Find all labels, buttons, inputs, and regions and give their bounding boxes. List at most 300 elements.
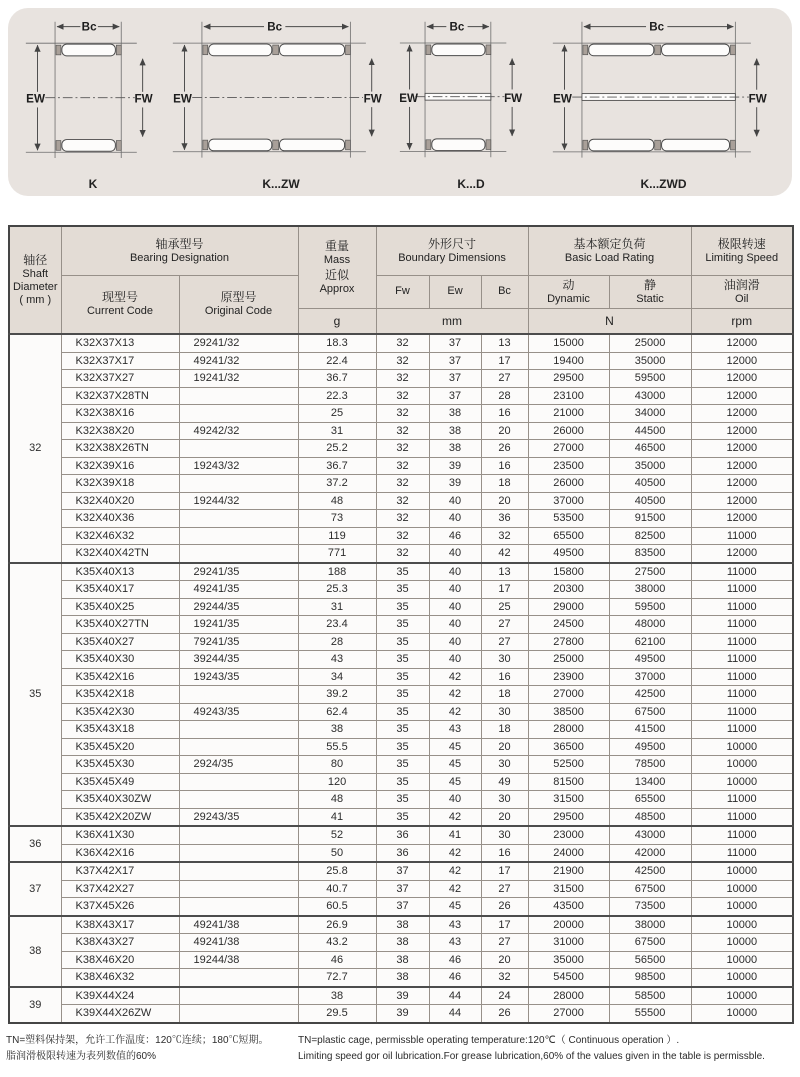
static-load-cell: 40500: [609, 475, 691, 493]
bc-cell: 17: [481, 581, 528, 599]
original-code-cell: 49243/35: [179, 703, 298, 721]
static-load-cell: 46500: [609, 440, 691, 458]
dynamic-load-cell: 26000: [528, 422, 609, 440]
dynamic-load-cell: 20000: [528, 916, 609, 934]
table-row: [9, 545, 793, 563]
oil-speed-cell: 11000: [691, 721, 793, 739]
mass-cell: 48: [298, 791, 376, 809]
fw-cell: 32: [376, 545, 429, 563]
bc-cell: 27: [481, 880, 528, 898]
static-load-cell: 83500: [609, 545, 691, 563]
table-row: [9, 334, 793, 352]
ew-cell: 41: [429, 826, 481, 844]
current-code-cell: K32X40X36: [61, 510, 179, 528]
current-code-cell: K32X37X28TN: [61, 387, 179, 405]
dynamic-load-cell: 21000: [528, 405, 609, 423]
fw-cell: 38: [376, 916, 429, 934]
original-code-cell: 79241/35: [179, 633, 298, 651]
static-load-cell: 48500: [609, 808, 691, 826]
mass-cell: 43: [298, 651, 376, 669]
col-header-basic-load-rating: 基本额定负荷 Basic Load Rating: [528, 226, 691, 276]
bc-cell: 20: [481, 951, 528, 969]
mass-cell: 188: [298, 563, 376, 581]
current-code-cell: K32X39X16: [61, 457, 179, 475]
table-row: [9, 633, 793, 651]
original-code-cell: [179, 826, 298, 844]
oil-speed-cell: 12000: [691, 475, 793, 493]
oil-speed-cell: 10000: [691, 862, 793, 880]
dynamic-load-cell: 28000: [528, 721, 609, 739]
current-code-cell: K35X42X18: [61, 686, 179, 704]
static-load-cell: 27500: [609, 563, 691, 581]
fw-cell: 39: [376, 1005, 429, 1023]
table-row: [9, 651, 793, 669]
ew-cell: 40: [429, 598, 481, 616]
fw-cell: 37: [376, 898, 429, 916]
oil-speed-cell: 11000: [691, 686, 793, 704]
oil-speed-cell: 11000: [691, 703, 793, 721]
mass-cell: 38: [298, 987, 376, 1005]
dynamic-load-cell: 23900: [528, 668, 609, 686]
table-row: [9, 987, 793, 1005]
bc-cell: 42: [481, 545, 528, 563]
table-row: [9, 405, 793, 423]
original-code-cell: [179, 844, 298, 862]
ew-cell: 44: [429, 987, 481, 1005]
mass-cell: 43.2: [298, 934, 376, 952]
table-row: [9, 951, 793, 969]
original-code-cell: 29241/32: [179, 334, 298, 352]
dynamic-load-cell: 31500: [528, 880, 609, 898]
fw-cell: 37: [376, 880, 429, 898]
bearing-spec-table: [8, 225, 794, 1024]
current-code-cell: K38X46X32: [61, 969, 179, 987]
dynamic-load-cell: 27000: [528, 440, 609, 458]
table-row: [9, 492, 793, 510]
mass-cell: 55.5: [298, 738, 376, 756]
current-code-cell: K35X40X17: [61, 581, 179, 599]
original-code-cell: 49241/38: [179, 934, 298, 952]
oil-speed-cell: 10000: [691, 1005, 793, 1023]
ew-cell: 40: [429, 633, 481, 651]
ew-cell: 42: [429, 844, 481, 862]
mass-cell: 72.7: [298, 969, 376, 987]
table-row: [9, 475, 793, 493]
diagram-label-k: K: [88, 177, 98, 192]
col-header-limiting-speed: 极限转速 Limiting Speed: [691, 226, 793, 276]
table-row: [9, 844, 793, 862]
fw-cell: 32: [376, 440, 429, 458]
original-code-cell: [179, 773, 298, 791]
mass-cell: 25.3: [298, 581, 376, 599]
fw-cell: 32: [376, 334, 429, 352]
shaft-diameter-cell: 39: [9, 987, 61, 1023]
bc-cell: 20: [481, 422, 528, 440]
fw-cell: 32: [376, 387, 429, 405]
footnote-chinese: [6, 1033, 298, 1064]
oil-speed-cell: 12000: [691, 405, 793, 423]
fw-cell: 32: [376, 492, 429, 510]
static-load-cell: 25000: [609, 334, 691, 352]
table-row: [9, 527, 793, 545]
fw-cell: 32: [376, 510, 429, 528]
oil-speed-cell: 12000: [691, 440, 793, 458]
fw-cell: 35: [376, 773, 429, 791]
oil-speed-cell: 12000: [691, 370, 793, 388]
diagram-label-kzwd: K...ZWD: [640, 177, 687, 192]
oil-speed-cell: 10000: [691, 898, 793, 916]
current-code-cell: K37X42X17: [61, 862, 179, 880]
oil-speed-cell: 10000: [691, 738, 793, 756]
original-code-cell: [179, 545, 298, 563]
fw-cell: 35: [376, 791, 429, 809]
dynamic-load-cell: 81500: [528, 773, 609, 791]
fw-cell: 35: [376, 633, 429, 651]
bc-cell: 18: [481, 686, 528, 704]
mass-cell: 26.9: [298, 916, 376, 934]
ew-cell: 38: [429, 405, 481, 423]
fw-cell: 35: [376, 598, 429, 616]
bc-cell: 13: [481, 563, 528, 581]
shaft-diameter-cell: 32: [9, 334, 61, 563]
oil-speed-cell: 11000: [691, 598, 793, 616]
table-row: [9, 616, 793, 634]
fw-cell: 32: [376, 457, 429, 475]
original-code-cell: [179, 387, 298, 405]
table-row: [9, 352, 793, 370]
current-code-cell: K32X39X18: [61, 475, 179, 493]
current-code-cell: K32X46X32: [61, 527, 179, 545]
oil-speed-cell: 10000: [691, 773, 793, 791]
fw-cell: 32: [376, 422, 429, 440]
static-load-cell: 49500: [609, 738, 691, 756]
oil-speed-cell: 11000: [691, 844, 793, 862]
fw-dimension-label: FW: [504, 92, 523, 106]
ew-cell: 38: [429, 440, 481, 458]
col-header-oil: 油润滑 Oil: [691, 276, 793, 309]
table-row: [9, 738, 793, 756]
table-row: [9, 756, 793, 774]
static-load-cell: 43000: [609, 387, 691, 405]
col-header-current-code: 现型号 Current Code: [61, 276, 179, 335]
ew-cell: 37: [429, 370, 481, 388]
bearing-cross-section-kzwd: [547, 14, 780, 179]
static-load-cell: 40500: [609, 492, 691, 510]
original-code-cell: [179, 686, 298, 704]
oil-speed-cell: 10000: [691, 951, 793, 969]
bc-cell: 30: [481, 651, 528, 669]
bc-cell: 27: [481, 934, 528, 952]
oil-speed-cell: 12000: [691, 352, 793, 370]
footnote-zh-line1: TN=塑料保持架，允许工作温度：120℃连续；180℃短期。: [6, 1035, 269, 1046]
current-code-cell: K35X40X25: [61, 598, 179, 616]
mass-cell: 25.8: [298, 862, 376, 880]
ew-cell: 40: [429, 791, 481, 809]
static-load-cell: 38000: [609, 581, 691, 599]
bc-cell: 16: [481, 457, 528, 475]
original-code-cell: 19244/32: [179, 492, 298, 510]
ew-cell: 46: [429, 527, 481, 545]
current-code-cell: K32X37X27: [61, 370, 179, 388]
ew-cell: 37: [429, 334, 481, 352]
bc-cell: 17: [481, 352, 528, 370]
bc-cell: 17: [481, 862, 528, 880]
static-load-cell: 98500: [609, 969, 691, 987]
static-load-cell: 58500: [609, 987, 691, 1005]
col-header-boundary-dimensions: 外形尺寸 Boundary Dimensions: [376, 226, 528, 276]
footnote-english: [298, 1033, 798, 1064]
original-code-cell: 49241/32: [179, 352, 298, 370]
unit-newton: N: [528, 309, 691, 335]
ew-cell: 45: [429, 898, 481, 916]
fw-dimension-label: FW: [363, 92, 382, 106]
bc-cell: 13: [481, 334, 528, 352]
shaft-diameter-cell: 38: [9, 916, 61, 987]
fw-cell: 35: [376, 668, 429, 686]
original-code-cell: 19243/35: [179, 668, 298, 686]
static-load-cell: 65500: [609, 791, 691, 809]
diagram-label-kzw: K...ZW: [262, 176, 300, 191]
table-row: [9, 898, 793, 916]
table-row: [9, 721, 793, 739]
bc-cell: 32: [481, 527, 528, 545]
table-row: [9, 563, 793, 581]
dynamic-load-cell: 31500: [528, 791, 609, 809]
current-code-cell: K35X45X30: [61, 756, 179, 774]
oil-speed-cell: 12000: [691, 422, 793, 440]
table-row: [9, 916, 793, 934]
dynamic-load-cell: 23500: [528, 457, 609, 475]
current-code-cell: K35X40X30: [61, 651, 179, 669]
ew-cell: 42: [429, 686, 481, 704]
current-code-cell: K32X40X42TN: [61, 545, 179, 563]
col-header-mass: 重量 Mass 近似 Approx: [298, 226, 376, 309]
fw-cell: 35: [376, 686, 429, 704]
fw-dimension-label: FW: [748, 92, 767, 106]
dynamic-load-cell: 27000: [528, 686, 609, 704]
oil-speed-cell: 11000: [691, 668, 793, 686]
original-code-cell: [179, 880, 298, 898]
oil-speed-cell: 10000: [691, 987, 793, 1005]
dynamic-load-cell: 43500: [528, 898, 609, 916]
col-header-dynamic: 动 Dynamic: [528, 276, 609, 309]
table-row: [9, 668, 793, 686]
col-header-fw: Fw: [376, 276, 429, 309]
static-load-cell: 35000: [609, 352, 691, 370]
static-load-cell: 13400: [609, 773, 691, 791]
bc-cell: 17: [481, 916, 528, 934]
ew-dimension-label: EW: [26, 92, 45, 106]
ew-cell: 44: [429, 1005, 481, 1023]
current-code-cell: K35X42X30: [61, 703, 179, 721]
oil-speed-cell: 11000: [691, 808, 793, 826]
oil-speed-cell: 12000: [691, 545, 793, 563]
table-row: [9, 791, 793, 809]
dynamic-load-cell: 23000: [528, 826, 609, 844]
original-code-cell: 49242/32: [179, 422, 298, 440]
static-load-cell: 35000: [609, 457, 691, 475]
bc-cell: 20: [481, 492, 528, 510]
fw-cell: 32: [376, 405, 429, 423]
table-row: [9, 826, 793, 844]
dynamic-load-cell: 38500: [528, 703, 609, 721]
original-code-cell: [179, 969, 298, 987]
static-load-cell: 44500: [609, 422, 691, 440]
current-code-cell: K35X43X18: [61, 721, 179, 739]
mass-cell: 73: [298, 510, 376, 528]
ew-cell: 42: [429, 862, 481, 880]
ew-cell: 40: [429, 510, 481, 528]
col-header-shaft-diameter: 轴径 Shaft Diameter ( mm ): [9, 226, 61, 334]
current-code-cell: K37X45X26: [61, 898, 179, 916]
unit-rpm: rpm: [691, 309, 793, 335]
dynamic-load-cell: 29000: [528, 598, 609, 616]
dynamic-load-cell: 54500: [528, 969, 609, 987]
mass-cell: 52: [298, 826, 376, 844]
original-code-cell: [179, 721, 298, 739]
fw-dimension-label: FW: [134, 92, 153, 106]
col-header-ew: Ew: [429, 276, 481, 309]
footnotes: [6, 1033, 798, 1064]
diagram-label-kd: K...D: [457, 176, 485, 191]
ew-dimension-label: EW: [553, 92, 572, 106]
ew-cell: 42: [429, 703, 481, 721]
ew-cell: 45: [429, 773, 481, 791]
ew-cell: 40: [429, 651, 481, 669]
bc-cell: 28: [481, 387, 528, 405]
current-code-cell: K36X41X30: [61, 826, 179, 844]
dynamic-load-cell: 37000: [528, 492, 609, 510]
dynamic-load-cell: 27800: [528, 633, 609, 651]
current-code-cell: K32X37X17: [61, 352, 179, 370]
bc-dimension-label: Bc: [81, 20, 97, 34]
static-load-cell: 67500: [609, 880, 691, 898]
ew-cell: 45: [429, 738, 481, 756]
fw-cell: 35: [376, 581, 429, 599]
bearing-cross-section-kzw: [167, 14, 395, 179]
bc-cell: 27: [481, 370, 528, 388]
oil-speed-cell: 11000: [691, 563, 793, 581]
current-code-cell: K32X38X20: [61, 422, 179, 440]
original-code-cell: [179, 527, 298, 545]
mass-cell: 36.7: [298, 457, 376, 475]
bc-cell: 30: [481, 703, 528, 721]
shaft-diameter-cell: 36: [9, 826, 61, 862]
mass-cell: 25: [298, 405, 376, 423]
fw-cell: 36: [376, 844, 429, 862]
current-code-cell: K38X43X27: [61, 934, 179, 952]
dynamic-load-cell: 53500: [528, 510, 609, 528]
fw-cell: 38: [376, 969, 429, 987]
fw-cell: 39: [376, 987, 429, 1005]
original-code-cell: [179, 791, 298, 809]
table-row: [9, 422, 793, 440]
static-load-cell: 91500: [609, 510, 691, 528]
oil-speed-cell: 12000: [691, 510, 793, 528]
table-row: [9, 880, 793, 898]
table-row: [9, 686, 793, 704]
bc-cell: 16: [481, 844, 528, 862]
original-code-cell: 29241/35: [179, 563, 298, 581]
table-row: [9, 969, 793, 987]
bc-cell: 26: [481, 898, 528, 916]
bc-cell: 16: [481, 405, 528, 423]
current-code-cell: K39X44X24: [61, 987, 179, 1005]
oil-speed-cell: 12000: [691, 492, 793, 510]
current-code-cell: K39X44X26ZW: [61, 1005, 179, 1023]
bc-cell: 16: [481, 668, 528, 686]
current-code-cell: K32X38X16: [61, 405, 179, 423]
col-header-original-code: 原型号 Original Code: [179, 276, 298, 335]
mass-cell: 50: [298, 844, 376, 862]
dynamic-load-cell: 15800: [528, 563, 609, 581]
oil-speed-cell: 10000: [691, 934, 793, 952]
fw-cell: 37: [376, 862, 429, 880]
static-load-cell: 43000: [609, 826, 691, 844]
current-code-cell: K35X40X27TN: [61, 616, 179, 634]
mass-cell: 25.2: [298, 440, 376, 458]
mass-cell: 48: [298, 492, 376, 510]
fw-cell: 35: [376, 721, 429, 739]
bc-cell: 20: [481, 738, 528, 756]
table-row: [9, 581, 793, 599]
static-load-cell: 42000: [609, 844, 691, 862]
dynamic-load-cell: 24000: [528, 844, 609, 862]
original-code-cell: [179, 405, 298, 423]
bc-cell: 26: [481, 440, 528, 458]
mass-cell: 29.5: [298, 1005, 376, 1023]
table-row: [9, 457, 793, 475]
fw-cell: 38: [376, 934, 429, 952]
current-code-cell: K35X45X20: [61, 738, 179, 756]
original-code-cell: [179, 738, 298, 756]
mass-cell: 31: [298, 422, 376, 440]
static-load-cell: 38000: [609, 916, 691, 934]
col-header-bearing-designation: 轴承型号 Bearing Designation: [61, 226, 298, 276]
oil-speed-cell: 11000: [691, 651, 793, 669]
footnote-en-line1: TN=plastic cage, permissble operating temperature:120℃（ Continuous operation ）.: [298, 1035, 680, 1046]
bc-cell: 18: [481, 475, 528, 493]
static-load-cell: 55500: [609, 1005, 691, 1023]
fw-cell: 36: [376, 826, 429, 844]
mass-cell: 28: [298, 633, 376, 651]
original-code-cell: [179, 475, 298, 493]
ew-cell: 46: [429, 969, 481, 987]
oil-speed-cell: 12000: [691, 457, 793, 475]
original-code-cell: 19244/38: [179, 951, 298, 969]
fw-cell: 35: [376, 616, 429, 634]
oil-speed-cell: 11000: [691, 581, 793, 599]
dynamic-load-cell: 35000: [528, 951, 609, 969]
ew-cell: 38: [429, 422, 481, 440]
table-row: [9, 934, 793, 952]
table-row: [9, 703, 793, 721]
oil-speed-cell: 11000: [691, 616, 793, 634]
original-code-cell: [179, 987, 298, 1005]
table-row: [9, 510, 793, 528]
diagram-k: [20, 14, 166, 191]
oil-speed-cell: 10000: [691, 969, 793, 987]
original-code-cell: 2924/35: [179, 756, 298, 774]
static-load-cell: 41500: [609, 721, 691, 739]
original-code-cell: [179, 898, 298, 916]
oil-speed-cell: 11000: [691, 826, 793, 844]
table-row: [9, 862, 793, 880]
diagram-kzw: [167, 14, 395, 191]
unit-grams: g: [298, 309, 376, 335]
bc-cell: 36: [481, 510, 528, 528]
static-load-cell: 42500: [609, 862, 691, 880]
